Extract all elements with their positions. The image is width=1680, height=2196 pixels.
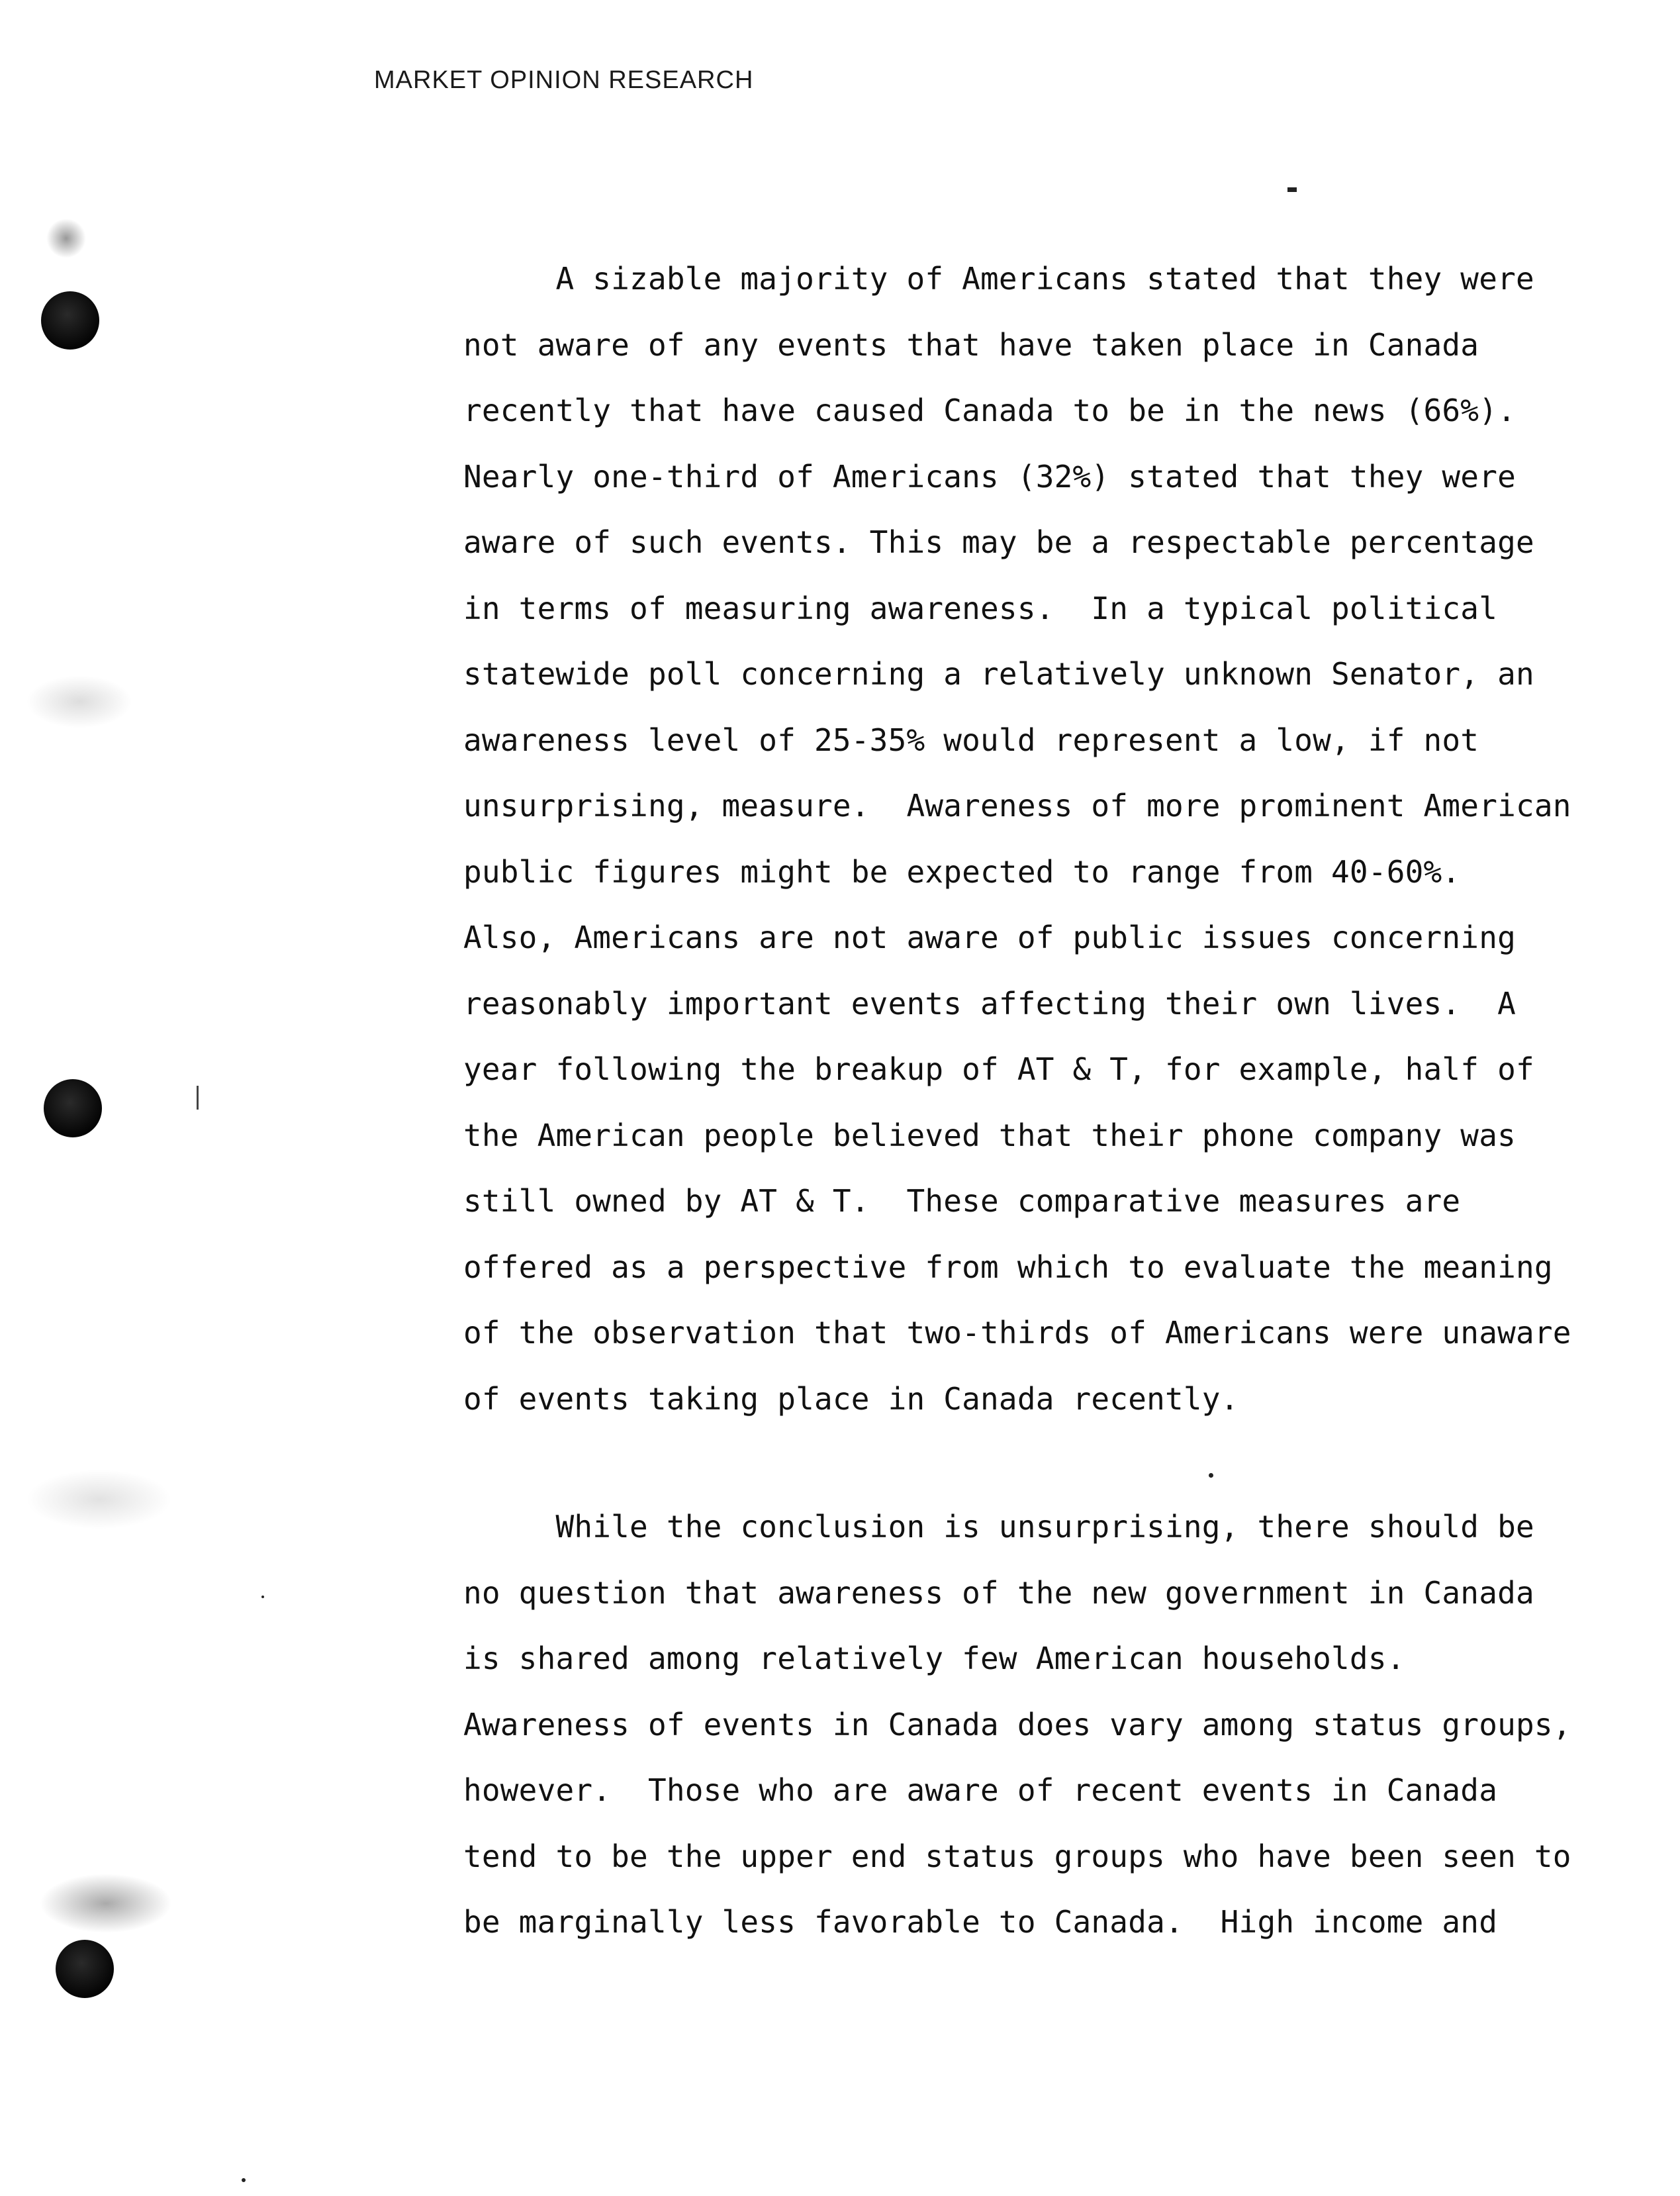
- scan-speck: [40, 1874, 172, 1933]
- scan-mark: [261, 1596, 264, 1598]
- punch-hole-top: [41, 291, 99, 350]
- text-line: A sizable majority of Americans stated that they were: [463, 261, 1534, 297]
- text-line: in terms of measuring awareness. In a typical political: [463, 590, 1498, 626]
- scan-mark: [1209, 1473, 1213, 1478]
- punch-hole-bottom: [56, 1940, 114, 1998]
- text-line: however. Those who are aware of recent events in Canada: [463, 1772, 1498, 1808]
- text-line: statewide poll concerning a relatively unknown Senator, an: [463, 656, 1534, 692]
- text-line: offered as a perspective from which to evaluate the meaning: [463, 1249, 1553, 1285]
- text-line: of events taking place in Canada recently.: [463, 1380, 1239, 1417]
- text-line: reasonably important events affecting their own lives. A: [463, 985, 1516, 1022]
- scan-speck: [26, 1470, 172, 1529]
- text-line: tend to be the upper end status groups who have been seen to: [463, 1838, 1571, 1874]
- text-line: recently that have caused Canada to be in the news (66%).: [463, 393, 1516, 428]
- scan-speck: [46, 218, 86, 258]
- text-line: is shared among relatively few American households.: [463, 1641, 1405, 1676]
- text-line: still owned by AT & T. These comparative measures are: [463, 1183, 1461, 1219]
- paragraph-conclusion: [463, 1494, 1668, 1956]
- text-line: the American people believed that their phone company was: [463, 1117, 1516, 1153]
- text-line: no question that awareness of the new government in Canada: [463, 1574, 1534, 1611]
- text-line: be marginally less favorable to Canada. High income and: [463, 1904, 1498, 1940]
- text-line: awareness level of 25-35% would represent a low, if not: [463, 722, 1479, 758]
- text-line: Awareness of events in Canada does vary among status groups,: [463, 1706, 1571, 1742]
- scan-mark: [197, 1086, 199, 1110]
- text-line: of the observation that two-thirds of Americans were unaware: [463, 1315, 1571, 1351]
- punch-hole-middle: [44, 1079, 102, 1137]
- text-line: Nearly one-third of Americans (32%) stated that they were: [463, 458, 1516, 495]
- text-line: year following the breakup of AT & T, for example, half of: [463, 1051, 1534, 1087]
- paragraph-awareness: [463, 246, 1668, 1432]
- scan-speck: [26, 675, 132, 728]
- scan-mark: [1287, 187, 1297, 192]
- text-line: aware of such events. This may be a respectable percentage: [463, 524, 1534, 560]
- text-line: While the conclusion is unsurprising, there should be: [463, 1509, 1534, 1545]
- page-header: MARKET OPINION RESEARCH: [374, 66, 754, 94]
- scan-mark: [242, 2178, 246, 2182]
- text-line: public figures might be expected to range from 40-60%.: [463, 853, 1461, 890]
- text-line: Also, Americans are not aware of public issues concerning: [463, 920, 1516, 955]
- text-line: unsurprising, measure. Awareness of more prominent American: [463, 788, 1571, 824]
- text-line: not aware of any events that have taken place in Canada: [463, 326, 1479, 363]
